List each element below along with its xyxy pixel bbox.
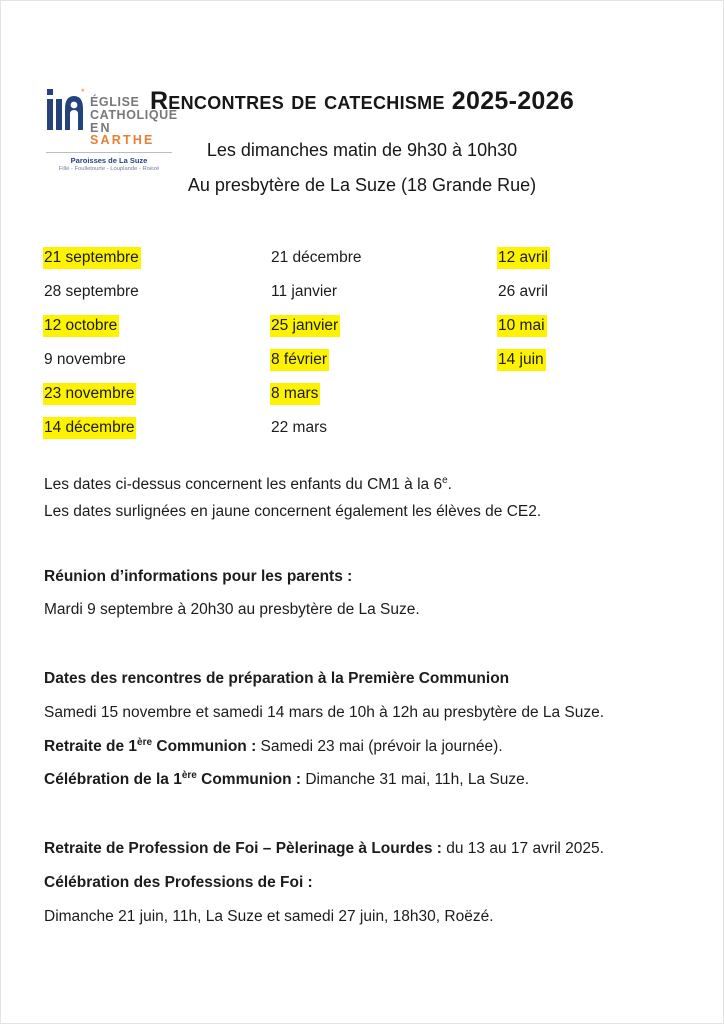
date-item	[44, 383, 271, 417]
date-item	[44, 349, 271, 383]
date-plain: 22 mars	[271, 419, 327, 436]
logo-parishes-list: Fillé - Foulletourte - Louplande - Roëzé	[58, 166, 160, 172]
logo-word-en: EN	[90, 120, 112, 135]
communion-celebration-sup: ère	[181, 769, 197, 781]
date-item	[498, 315, 724, 349]
date-highlighted: 23 novembre	[43, 383, 136, 405]
parents-meeting-line: Mardi 9 septembre à 20h30 au presbytère de La Suze.	[44, 601, 420, 618]
date-item	[44, 281, 271, 315]
date-plain: 11 janvier	[271, 283, 338, 300]
date-column	[498, 247, 724, 451]
dates-grid	[44, 247, 724, 451]
communion-celebration-label-pre: Célébration de la 1	[44, 771, 182, 788]
communion-retreat-label-pre: Retraite de 1	[44, 738, 138, 755]
date-highlighted: 8 mars	[270, 383, 320, 405]
profession-retreat-value: du 13 au 17 avril 2025.	[441, 840, 604, 857]
note-line-cm1-text: Les dates ci-dessus concernent les enfants du CM1 à la 6	[44, 476, 443, 493]
date-item	[498, 247, 724, 281]
date-item	[271, 315, 498, 349]
date-highlighted: 14 décembre	[43, 417, 136, 439]
communion-retreat-label	[44, 738, 256, 755]
profession-retreat-line	[44, 838, 604, 860]
date-item	[44, 417, 271, 451]
date-highlighted: 25 janvier	[270, 315, 340, 337]
communion-prep-heading: Dates des rencontres de préparation à la Première Communion	[44, 670, 510, 687]
date-plain: 26 avril	[498, 283, 548, 300]
date-column	[44, 247, 271, 451]
communion-retreat-value: Samedi 23 mai (prévoir la journée).	[256, 738, 503, 755]
date-highlighted: 14 juin	[497, 349, 546, 371]
communion-retreat-sup: ère	[137, 736, 153, 748]
note-line-cm1-period: .	[447, 476, 452, 493]
page-title-year: 2025-2026	[451, 87, 575, 115]
note-line-cm1	[44, 471, 541, 498]
note-line-ce2: Les dates surlignées en jaune concernent également les élèves de CE2.	[44, 503, 542, 520]
logo-word-sarthe: SARTHE	[90, 133, 155, 148]
date-plain: 9 novembre	[44, 351, 126, 368]
notes-paragraph	[44, 471, 541, 525]
communion-celebration-line	[44, 769, 529, 791]
date-item	[271, 349, 498, 383]
date-item	[271, 417, 498, 451]
svg-text:*: *	[81, 87, 85, 97]
communion-celebration-value: Dimanche 31 mai, 11h, La Suze.	[301, 771, 530, 788]
date-item	[271, 247, 498, 281]
subtitle-time: Les dimanches matin de 9h30 à 10h30	[206, 140, 518, 160]
logo-parishes-title: Paroisses de La Suze	[70, 156, 148, 165]
date-column	[271, 247, 498, 451]
date-highlighted: 21 septembre	[43, 247, 141, 269]
communion-celebration-label-post: Communion :	[196, 771, 302, 788]
logo-word-catholique: CATHOLIQUE	[90, 107, 178, 122]
date-item	[271, 383, 498, 417]
communion-retreat-label-post: Communion :	[152, 738, 257, 755]
date-highlighted: 8 février	[270, 349, 329, 371]
profession-celebration-line: Dimanche 21 juin, 11h, La Suze et samedi 27 juin, 18h30, Roëzé.	[44, 908, 494, 925]
communion-retreat-line	[44, 736, 503, 758]
date-item	[44, 247, 271, 281]
note-line-cm1-sup: e	[442, 474, 448, 486]
page-title-text: Rencontres de catechisme	[149, 87, 445, 115]
communion-prep-line: Samedi 15 novembre et samedi 14 mars de 10h à 12h au presbytère de La Suze.	[44, 704, 605, 721]
page-title	[1, 87, 723, 116]
date-highlighted: 10 mai	[497, 315, 547, 337]
parents-meeting-heading: Réunion d’informations pour les parents :	[44, 568, 353, 585]
date-item	[498, 281, 724, 315]
date-plain: 28 septembre	[44, 283, 139, 300]
date-highlighted: 12 octobre	[43, 315, 119, 337]
date-item	[271, 281, 498, 315]
date-item	[498, 349, 724, 383]
subtitle-place: Au presbytère de La Suze (18 Grande Rue)	[187, 175, 537, 195]
date-highlighted: 12 avril	[497, 247, 550, 269]
date-plain: 21 décembre	[271, 249, 362, 266]
profession-retreat-label: Retraite de Profession de Foi – Pèlerinage à Lourdes :	[44, 840, 442, 857]
communion-celebration-label	[44, 771, 301, 788]
profession-celebration-heading: Célébration des Professions de Foi :	[44, 874, 313, 891]
logo-word-eglise: ÉGLISE	[90, 95, 140, 109]
date-item	[44, 315, 271, 349]
